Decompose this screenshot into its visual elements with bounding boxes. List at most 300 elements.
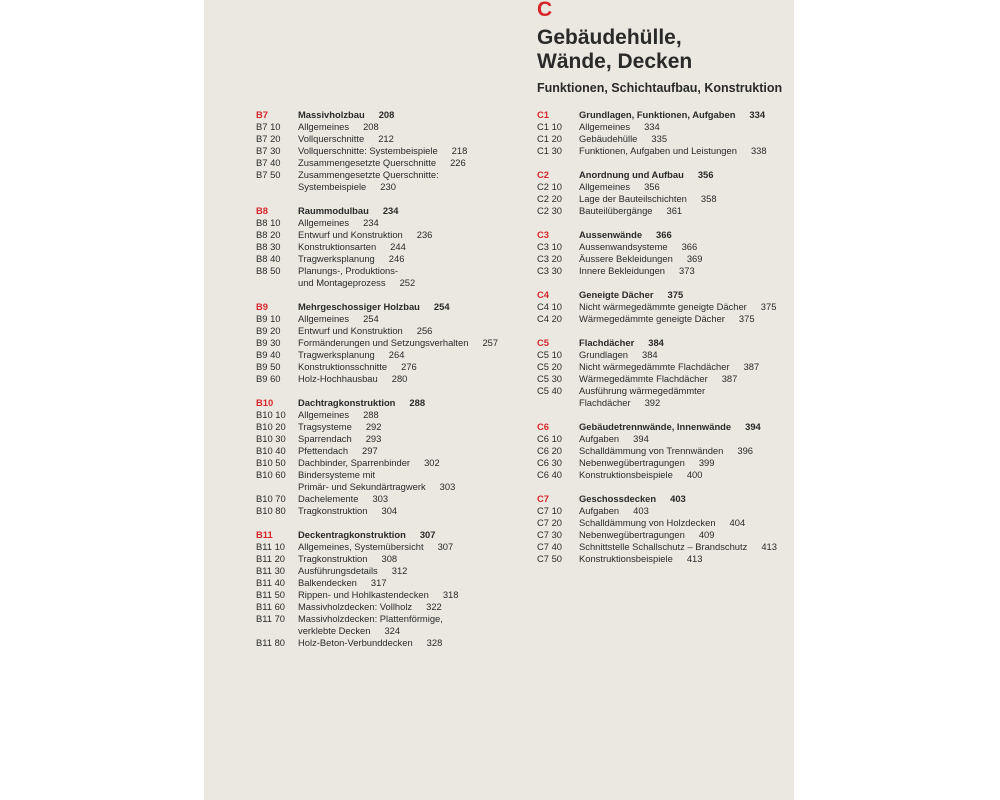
toc-entry[interactable]: [256, 625, 526, 637]
toc-entry[interactable]: [256, 613, 526, 625]
entry-title-group: [298, 121, 379, 133]
entry-title-group: [579, 181, 660, 193]
entry-number: B8 20: [256, 229, 281, 240]
section-number: C3: [537, 229, 549, 240]
entry-page-number: 244: [390, 241, 406, 252]
toc-entry[interactable]: [256, 241, 526, 253]
entry-page-number: 246: [388, 253, 405, 264]
entry-number: B9 50: [256, 361, 281, 372]
entry-title: Pfettendach: [298, 445, 349, 456]
entry-title-group: [579, 517, 745, 529]
entry-title: Massivholzdecken: Plattenförmige,: [298, 613, 443, 624]
toc-entry[interactable]: [256, 229, 526, 241]
chapter-letter: C: [537, 0, 553, 21]
toc-entry[interactable]: [256, 217, 526, 229]
toc-entry[interactable]: [256, 121, 526, 133]
entry-title-group: [298, 637, 442, 649]
section-number: B10: [256, 397, 274, 408]
entry-title: Aufgaben: [579, 433, 620, 444]
entry-title: Dachelemente: [298, 493, 359, 504]
entry-title-group: [579, 361, 759, 373]
entry-page-number: 312: [391, 565, 408, 576]
section-number: C2: [537, 169, 549, 180]
entry-title-group: [579, 145, 767, 157]
toc-entry[interactable]: [256, 373, 526, 385]
toc-entry[interactable]: [256, 421, 526, 433]
entry-number: B10 70: [256, 493, 286, 504]
chapter-subtitle: Funktionen, Schichtaufbau, Konstruktion: [537, 81, 783, 95]
toc-entry[interactable]: [256, 181, 526, 193]
toc-section-heading[interactable]: [537, 337, 797, 349]
section-number: C5: [537, 337, 549, 348]
section-title-group: [579, 421, 761, 433]
entry-title: Wärmegedämmte geneigte Dächer: [579, 313, 725, 324]
entry-title: Grundlagen: [579, 349, 628, 360]
entry-page-number: 264: [388, 349, 405, 360]
toc-section-heading[interactable]: [256, 109, 526, 121]
toc-column-left: [256, 109, 526, 661]
entry-page-number: 297: [362, 445, 378, 456]
toc-section: [537, 289, 797, 325]
entry-page-number: 356: [644, 181, 660, 192]
entry-title-group: [298, 589, 458, 601]
entry-number: B11 50: [256, 589, 286, 600]
section-page-number: 356: [697, 169, 714, 180]
entry-title-group: [579, 121, 660, 133]
entry-title: Wärmegedämmte Flachdächer: [579, 373, 708, 384]
section-title: Raummodulbau: [298, 205, 369, 216]
entry-page-number: 361: [666, 205, 683, 216]
entry-title-group: [579, 205, 682, 217]
entry-title-group: [579, 385, 705, 397]
section-title: Mehrgeschossiger Holzbau: [298, 301, 420, 312]
section-number: B11: [256, 529, 273, 540]
toc-entry[interactable]: [537, 373, 797, 385]
toc-entry[interactable]: [537, 301, 797, 313]
entry-page-number: 302: [424, 457, 440, 468]
entry-page-number: 257: [482, 337, 499, 348]
toc-entry[interactable]: [537, 541, 797, 553]
section-title: Gebäudetrennwände, Innenwände: [579, 421, 732, 432]
toc-entry[interactable]: [256, 133, 526, 145]
entry-title: Innere Bekleidungen: [579, 265, 666, 276]
entry-number: B11 30: [256, 565, 286, 576]
entry-title: Tragkonstruktion: [298, 553, 368, 564]
entry-page-number: 413: [686, 553, 703, 564]
entry-number: [256, 181, 298, 193]
entry-number: C1 30: [537, 145, 563, 156]
toc-section: [537, 229, 797, 277]
entry-number: B11 80: [256, 637, 286, 648]
toc-entry[interactable]: [256, 469, 526, 481]
section-title-group: [298, 109, 394, 121]
entry-title-group: [298, 253, 404, 265]
toc-entry[interactable]: [256, 481, 526, 493]
toc-entry[interactable]: [537, 517, 797, 529]
entry-title-group: [579, 553, 702, 565]
entry-number: B10 40: [256, 445, 286, 456]
toc-entry[interactable]: [537, 529, 797, 541]
toc-entry[interactable]: [537, 457, 797, 469]
toc-entry[interactable]: [256, 313, 526, 325]
entry-number: B10 80: [256, 505, 286, 516]
entry-title-group: [298, 337, 498, 349]
entry-number: B7 30: [256, 145, 281, 156]
entry-number: B11 70: [256, 613, 286, 624]
entry-title: Nebenwegübertragungen: [579, 457, 685, 468]
entry-title-group: [298, 217, 379, 229]
entry-title-group: [298, 577, 387, 589]
entry-page-number: 392: [644, 397, 661, 408]
toc-entry[interactable]: [256, 169, 526, 181]
entry-title-group: [298, 145, 467, 157]
entry-title: Primär- und Sekundärtragwerk: [298, 481, 426, 492]
entry-title: Sparrendach: [298, 433, 352, 444]
toc-entry[interactable]: [256, 277, 526, 289]
toc-entry[interactable]: [256, 577, 526, 589]
entry-page-number: 234: [363, 217, 379, 228]
entry-title-group: [579, 529, 714, 541]
entry-title-group: [298, 481, 455, 493]
entry-number: C2 30: [537, 205, 563, 216]
entry-title: Zusammengesetzte Querschnitte:: [298, 169, 439, 180]
entry-title-group: [579, 457, 714, 469]
entry-title: Aussenwandsysteme: [579, 241, 668, 252]
entry-number: [256, 481, 298, 493]
entry-number: C7 20: [537, 517, 563, 528]
entry-page-number: 322: [426, 601, 442, 612]
toc-entry[interactable]: [256, 409, 526, 421]
section-number: C7: [537, 493, 549, 504]
toc-entry[interactable]: [537, 361, 797, 373]
entry-number: C7 10: [537, 505, 563, 516]
entry-title: Entwurf und Konstruktion: [298, 229, 403, 240]
entry-title-group: [579, 373, 737, 385]
entry-title-group: [579, 433, 649, 445]
toc-entry[interactable]: [256, 589, 526, 601]
entry-title-group: [298, 625, 400, 637]
section-title: Anordnung und Aufbau: [579, 169, 684, 180]
section-title-group: [579, 493, 686, 505]
entry-title: Allgemeines: [298, 217, 350, 228]
toc-entry[interactable]: [256, 361, 526, 373]
toc-entry[interactable]: [537, 433, 797, 445]
entry-number: C6 10: [537, 433, 563, 444]
section-number: B9: [256, 301, 268, 312]
entry-title: Holz-Hochhausbau: [298, 373, 378, 384]
section-title-group: [298, 205, 399, 217]
entry-number: C4 20: [537, 313, 563, 324]
entry-number: B8 40: [256, 253, 281, 264]
entry-number: C2 10: [537, 181, 563, 192]
section-title-group: [298, 529, 436, 541]
entry-title-group: [298, 421, 382, 433]
toc-entry[interactable]: [537, 313, 797, 325]
toc-entry[interactable]: [256, 505, 526, 517]
entry-title-group: [579, 313, 755, 325]
toc-section: [537, 169, 797, 217]
entry-page-number: 317: [370, 577, 387, 588]
section-page-number: 288: [409, 397, 426, 408]
toc-section-heading[interactable]: [256, 205, 526, 217]
toc-column-right: [537, 109, 797, 577]
toc-section: [256, 109, 526, 193]
entry-number: B9 40: [256, 349, 281, 360]
entry-page-number: 288: [363, 409, 379, 420]
section-number: C1: [537, 109, 549, 120]
entry-title-group: [298, 601, 442, 613]
entry-number: B7 10: [256, 121, 281, 132]
entry-page-number: 413: [761, 541, 777, 552]
entry-page-number: 292: [365, 421, 382, 432]
toc-entry[interactable]: [537, 121, 797, 133]
entry-page-number: 212: [378, 133, 394, 144]
entry-page-number: 256: [416, 325, 433, 336]
toc-entry[interactable]: [256, 541, 526, 553]
entry-title-group: [579, 397, 660, 409]
entry-number: C7 40: [537, 541, 563, 552]
entry-title: Lage der Bauteilschichten: [579, 193, 687, 204]
section-page-number: 254: [433, 301, 450, 312]
entry-title-group: [298, 373, 407, 385]
entry-page-number: 404: [729, 517, 746, 528]
entry-title: Bindersysteme mit: [298, 469, 376, 480]
toc-entry[interactable]: [537, 253, 797, 265]
entry-title-group: [579, 349, 658, 361]
entry-title: Allgemeines: [298, 409, 350, 420]
entry-title-group: [298, 181, 396, 193]
entry-number: C1 20: [537, 133, 563, 144]
entry-page-number: 318: [442, 589, 459, 600]
toc-entry[interactable]: [537, 469, 797, 481]
section-title: Geneigte Dächer: [579, 289, 654, 300]
entry-title-group: [579, 241, 697, 253]
toc-section-heading[interactable]: [537, 493, 797, 505]
entry-page-number: 375: [738, 313, 755, 324]
toc-section: [256, 205, 526, 289]
toc-entry[interactable]: [256, 253, 526, 265]
entry-title: Vollquerschnitte: [298, 133, 365, 144]
entry-page-number: 338: [750, 145, 767, 156]
section-number: C4: [537, 289, 549, 300]
entry-page-number: 276: [401, 361, 417, 372]
entry-title-group: [298, 433, 381, 445]
entry-number: [537, 397, 579, 409]
toc-section: [537, 493, 797, 565]
entry-title: Balkendecken: [298, 577, 357, 588]
entry-title: Allgemeines, Systemübersicht: [298, 541, 424, 552]
entry-number: B8 10: [256, 217, 281, 228]
toc-entry[interactable]: [537, 145, 797, 157]
toc-entry[interactable]: [537, 349, 797, 361]
toc-section: [256, 397, 526, 517]
entry-title-group: [298, 613, 443, 625]
section-title-group: [298, 397, 425, 409]
entry-title: Planungs-, Produktions-: [298, 265, 399, 276]
entry-title: Aufgaben: [579, 505, 620, 516]
entry-page-number: 396: [737, 445, 754, 456]
entry-title: Funktionen, Aufgaben und Leistungen: [579, 145, 737, 156]
toc-entry[interactable]: [537, 445, 797, 457]
entry-title: Zusammengesetzte Querschnitte: [298, 157, 437, 168]
entry-page-number: 218: [451, 145, 468, 156]
toc-entry[interactable]: [537, 205, 797, 217]
entry-title: Systembeispiele: [298, 181, 367, 192]
entry-title: Entwurf und Konstruktion: [298, 325, 403, 336]
toc-section-heading[interactable]: [256, 301, 526, 313]
toc-section: [256, 529, 526, 649]
entry-number: B11 20: [256, 553, 286, 564]
entry-number: B10 10: [256, 409, 286, 420]
section-title-group: [579, 289, 683, 301]
entry-page-number: 230: [380, 181, 396, 192]
toc-entry[interactable]: [256, 337, 526, 349]
entry-number: B10 20: [256, 421, 286, 432]
entry-number: B7 50: [256, 169, 281, 180]
entry-page-number: 304: [381, 505, 398, 516]
section-title: Flachdächer: [579, 337, 635, 348]
toc-section-heading[interactable]: [537, 421, 797, 433]
entry-title-group: [298, 493, 388, 505]
toc-entry[interactable]: [537, 397, 797, 409]
toc-entry[interactable]: [256, 349, 526, 361]
entry-title: und Montageprozess: [298, 277, 386, 288]
entry-title-group: [298, 445, 378, 457]
entry-page-number: 387: [743, 361, 760, 372]
entry-title-group: [579, 445, 753, 457]
entry-page-number: 403: [633, 505, 649, 516]
section-title-group: [579, 109, 765, 121]
toc-entry[interactable]: [256, 157, 526, 169]
entry-number: B8 50: [256, 265, 281, 276]
entry-title-group: [579, 469, 702, 481]
toc-entry[interactable]: [537, 181, 797, 193]
toc-entry[interactable]: [256, 145, 526, 157]
entry-title: Konstruktionsbeispiele: [579, 553, 673, 564]
toc-entry[interactable]: [537, 193, 797, 205]
toc-section: [537, 421, 797, 481]
toc-entry[interactable]: [256, 493, 526, 505]
entry-page-number: 226: [450, 157, 466, 168]
entry-title: Ausführungsdetails: [298, 565, 378, 576]
entry-title: Tragsysteme: [298, 421, 352, 432]
section-title: Dachtragkonstruktion: [298, 397, 396, 408]
entry-page-number: 334: [644, 121, 660, 132]
entry-title-group: [298, 169, 439, 181]
toc-entry[interactable]: [256, 325, 526, 337]
toc-section: [256, 301, 526, 385]
section-title: Aussenwände: [579, 229, 643, 240]
entry-page-number: 208: [363, 121, 379, 132]
entry-title-group: [298, 241, 406, 253]
entry-page-number: 335: [651, 133, 668, 144]
toc-entry[interactable]: [256, 457, 526, 469]
entry-page-number: 399: [698, 457, 715, 468]
section-page-number: 384: [648, 337, 664, 348]
entry-page-number: 236: [416, 229, 433, 240]
toc-section-heading[interactable]: [537, 169, 797, 181]
entry-title-group: [579, 541, 777, 553]
toc-section-heading[interactable]: [537, 229, 797, 241]
entry-title-group: [579, 133, 667, 145]
entry-title: Äussere Bekleidungen: [579, 253, 673, 264]
entry-title: Schalldämmung von Trennwänden: [579, 445, 724, 456]
entry-number: C5 40: [537, 385, 563, 396]
entry-number: C5 30: [537, 373, 563, 384]
section-title: Geschossdecken: [579, 493, 657, 504]
entry-title-group: [298, 541, 453, 553]
entry-number: B11 60: [256, 601, 286, 612]
toc-entry[interactable]: [537, 505, 797, 517]
section-title-group: [298, 301, 450, 313]
toc-section-heading[interactable]: [256, 397, 526, 409]
toc-entry[interactable]: [256, 637, 526, 649]
entry-page-number: 409: [698, 529, 715, 540]
entry-page-number: 384: [642, 349, 658, 360]
entry-title-group: [298, 565, 407, 577]
entry-title: Ausführung wärmegedämmter: [579, 385, 706, 396]
section-number: B7: [256, 109, 268, 120]
section-title: Massivholzbau: [298, 109, 365, 120]
entry-title: Formänderungen und Setzungsverhalten: [298, 337, 469, 348]
toc-entry[interactable]: [537, 133, 797, 145]
section-title-group: [579, 229, 672, 241]
entry-number: B11 40: [256, 577, 286, 588]
toc-entry[interactable]: [537, 241, 797, 253]
chapter-title: [537, 26, 692, 74]
entry-number: C6 40: [537, 469, 563, 480]
entry-number: C7 30: [537, 529, 563, 540]
entry-number: C4 10: [537, 301, 563, 312]
toc-entry[interactable]: [256, 445, 526, 457]
toc-section-heading[interactable]: [256, 529, 526, 541]
entry-page-number: 394: [633, 433, 649, 444]
toc-entry[interactable]: [256, 565, 526, 577]
toc-entry[interactable]: [256, 601, 526, 613]
entry-title: Bauteilübergänge: [579, 205, 653, 216]
entry-title-group: [298, 265, 398, 277]
section-title: Deckentragkonstruktion: [298, 529, 406, 540]
entry-number: C6 30: [537, 457, 563, 468]
toc-section-heading[interactable]: [537, 109, 797, 121]
toc-entry[interactable]: [256, 265, 526, 277]
entry-title: Allgemeines: [298, 313, 350, 324]
entry-page-number: 375: [760, 301, 777, 312]
entry-title-group: [298, 349, 404, 361]
toc-entry[interactable]: [537, 385, 797, 397]
toc-entry[interactable]: [256, 553, 526, 565]
entry-page-number: 358: [700, 193, 717, 204]
section-number: B8: [256, 205, 268, 216]
entry-title-group: [298, 409, 379, 421]
entry-page-number: 280: [391, 373, 408, 384]
entry-title: Nicht wärmegedämmte Flachdächer: [579, 361, 730, 372]
toc-section-heading[interactable]: [537, 289, 797, 301]
toc-entry[interactable]: [537, 553, 797, 565]
toc-entry[interactable]: [537, 265, 797, 277]
entry-title: Allgemeines: [298, 121, 350, 132]
entry-number: C3 10: [537, 241, 563, 252]
entry-number: C7 50: [537, 553, 563, 564]
entry-title: Konstruktionsarten: [298, 241, 377, 252]
section-page-number: 375: [667, 289, 684, 300]
toc-entry[interactable]: [256, 433, 526, 445]
entry-title-group: [298, 553, 397, 565]
entry-title: Tragwerksplanung: [298, 349, 375, 360]
entry-page-number: 373: [679, 265, 695, 276]
entry-title-group: [298, 505, 397, 517]
entry-page-number: 366: [681, 241, 698, 252]
